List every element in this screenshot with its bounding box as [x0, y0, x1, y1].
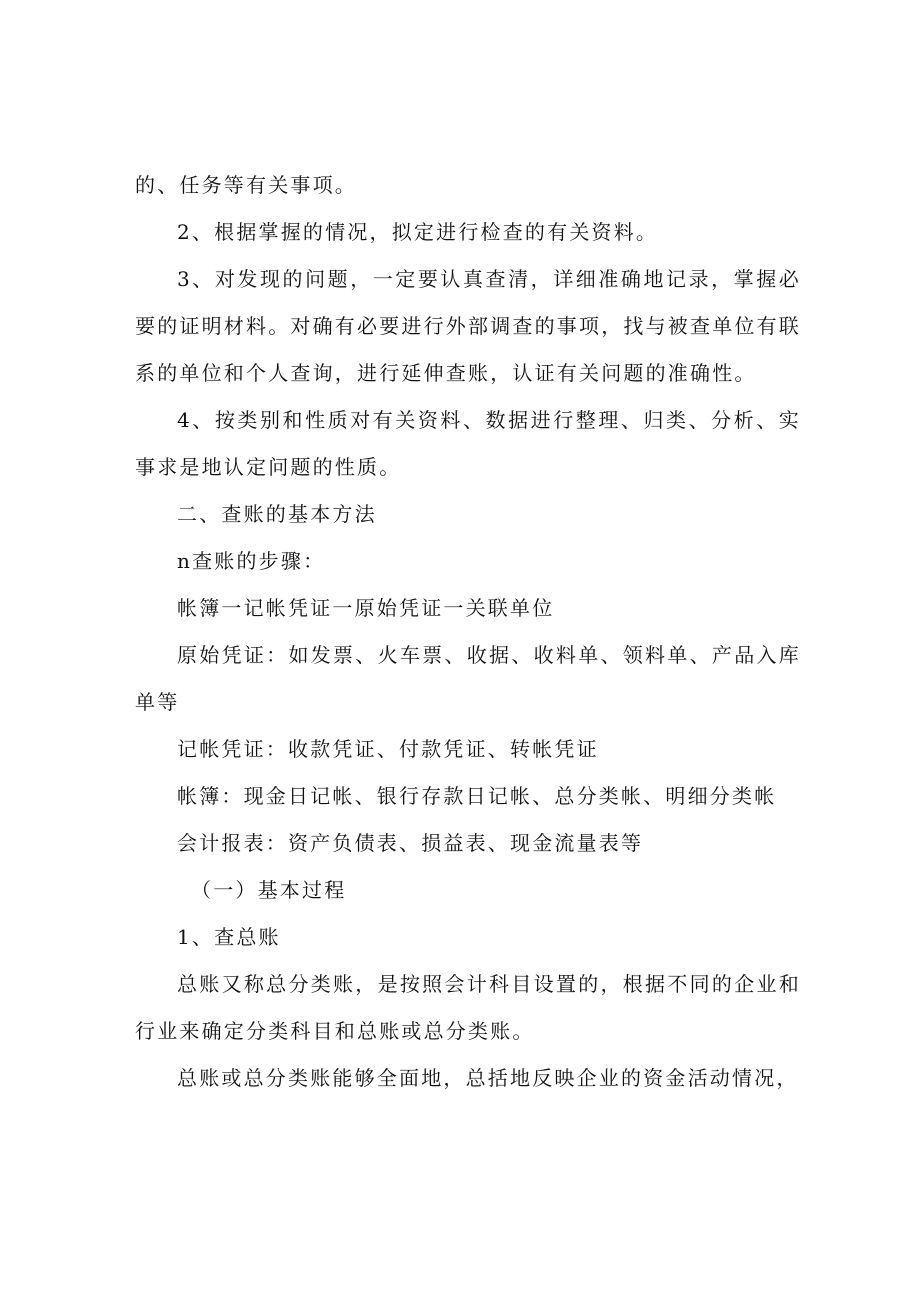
- paragraph-general-ledger-definition: 总账又称总分类账，是按照会计科目设置的，根据不同的企业和行业来确定分类科目和总账或总分类账。: [135, 972, 801, 1043]
- subsection-heading-basic-process: （一）基本过程: [191, 878, 347, 902]
- paragraph-original-vouchers: 原始凭证：如发票、火车票、收据、收料单、领料单、产品入库单等: [135, 643, 801, 714]
- paragraph-item-4: 4、按类别和性质对有关资料、数据进行整理、归类、分析、实事求是地认定问题的性质。: [135, 408, 801, 479]
- paragraph-general-ledger-function: 总账或总分类账能够全面地，总括地反映企业的资金活动情况，: [177, 1066, 799, 1090]
- paragraph-item-2: 2、根据掌握的情况，拟定进行检查的有关资料。: [177, 220, 659, 244]
- paragraph-accounting-vouchers: 记帐凭证：收款凭证、付款凭证、转帐凭证: [177, 737, 599, 761]
- document-body: [135, 162, 801, 1102]
- paragraph-item-3: 3、对发现的问题，一定要认真查清，详细准确地记录，掌握必要的证明材料。对确有必要进行外部调查的事项，找与被查单位有联系的单位和个人查询，进行延伸查账，认证有关问题的准确性。: [135, 267, 801, 385]
- paragraph-continuation: 的、任务等有关事项。: [135, 173, 357, 197]
- paragraph-financial-statements: 会计报表：资产负债表、损益表、现金流量表等: [177, 831, 644, 855]
- paragraph-check-general-ledger: 1、查总账: [177, 925, 281, 949]
- section-heading-basic-methods: 二、查账的基本方法: [177, 502, 377, 526]
- paragraph-audit-steps: n查账的步骤：: [177, 549, 326, 573]
- paragraph-ledgers: 帐簿：现金日记帐、银行存款日记帐、总分类帐、明细分类帐: [177, 784, 777, 808]
- paragraph-audit-flow: 帐簿一记帐凭证一原始凭证一关联单位: [177, 596, 555, 620]
